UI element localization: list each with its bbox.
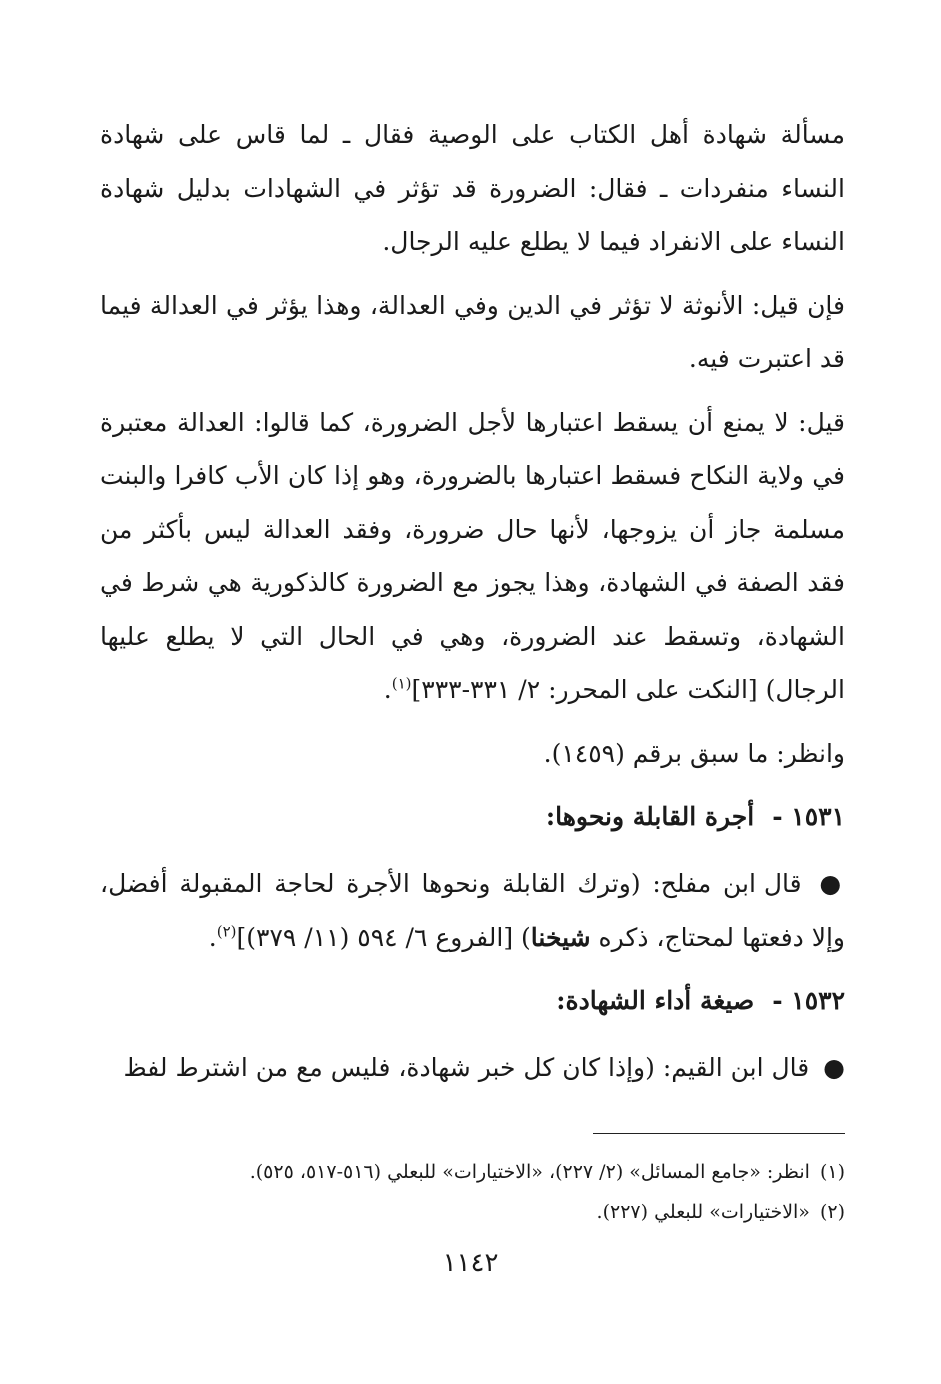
paragraph-1: مسألة شهادة أهل الكتاب على الوصية فقال ـ لما قاس على شهادة النساء منفردات ـ فقال: الضرورة قد تؤثر في الشهادات بدليل شهادة النساء على الانفراد فيما لا يطلع عليه الرجال.: [100, 120, 845, 256]
paragraph-5: ● قال ابن مفلح: (وترك القابلة ونحوها الأجرة لحاجة المقبولة أفضل، وإلا دفعتها لمحتاج، ذكره شيخنا) [الفروع ٦/ ٥٩٤ (١١/ ٣٧٩)]$^{(٢)}$.: [100, 869, 845, 952]
page-body: [100, 108, 845, 1105]
footnote-number: (٢): [819, 1201, 845, 1223]
bullet-icon: ●: [823, 1053, 845, 1082]
footnotes: [100, 1152, 845, 1232]
bullet-icon: ●: [819, 869, 845, 898]
paragraph-4: وانظر: ما سبق برقم (١٤٥٩).: [543, 738, 845, 768]
footnote-ref-1[interactable]: (١): [391, 674, 412, 693]
section-heading-1531: [100, 790, 845, 843]
paragraph-6: [100, 1041, 845, 1095]
section-title: أجرة القابلة ونحوها:: [545, 802, 755, 831]
paragraph-3-source: [النكت على المحرر: ٢/ ٣٣١-٣٣٣]: [411, 675, 758, 704]
paragraph-5-source: ) [الفروع ٦/ ٥٩٤ (١١/ ٣٧٩)]: [236, 922, 531, 952]
footnote-text: «الاختيارات» للبعلي (٢٢٧).: [596, 1201, 810, 1223]
footnote-separator: [593, 1133, 845, 1134]
paragraph-5-text: قال ابن مفلح: (وترك القابلة ونحوها الأجرة لحاجة المقبولة أفضل، وإلا دفعتها لمحتاج، ذكره: [100, 869, 845, 952]
footnote-1: [100, 1152, 845, 1192]
footnote-number: (١): [819, 1161, 845, 1183]
section-title: صيغة أداء الشهادة:: [556, 986, 755, 1015]
paragraph-2: فإن قيل: الأنوثة لا تؤثر في الدين وفي العدالة، وهذا يؤثر في العدالة فيما قد اعتبرت فيه.: [100, 290, 845, 373]
paragraph-5-bold: شيخنا: [530, 922, 591, 952]
footnote-2: [100, 1192, 845, 1232]
section-heading-1532: [100, 974, 845, 1027]
section-number: ١٥٣١ -: [772, 802, 845, 831]
paragraph-3-text: قيل: لا يمنع أن يسقط اعتبارها لأجل الضرورة، كما قالوا: العدالة معتبرة في ولاية النكاح فسقط اعتبارها بالضرورة، وهو إذا كان الأب كافرا والبنت مسلمة جاز أن يزوجها، لأنها حال ضرورة، وفقد العدالة ليس بأكثر من فقد الصفة في الشهادة، وهذا يجوز مع الضرورة كالذكورية هي شرط في الشهادة، وتسقط عند الضرورة، وهي في الحال التي لا يطلع عليها الرجال): [100, 407, 845, 704]
section-number: ١٥٣٢ -: [772, 986, 845, 1015]
footnote-text: انظر: «جامع المسائل» (٢/ ٢٢٧)، «الاختيارات» للبعلي (٥١٦-٥١٧، ٥٢٥).: [249, 1161, 810, 1183]
paragraph-3: قيل: لا يمنع أن يسقط اعتبارها لأجل الضرورة، كما قالوا: العدالة معتبرة في ولاية النكاح فسقط اعتبارها بالضرورة، وهو إذا كان الأب كافرا والبنت مسلمة جاز أن يزوجها، لأنها حال ضرورة، وفقد العدالة ليس بأكثر من فقد الصفة في الشهادة، وهذا يجوز مع الضرورة كالذكورية هي شرط في الشهادة، وتسقط عند الضرورة، وهي في الحال التي لا يطلع عليها الرجال) [النكت على المحرر: ٢/ ٣٣١-٣٣٣]$^{(١)}$.: [100, 407, 845, 704]
paragraph-6-text: قال ابن القيم: (وإذا كان كل خبر شهادة، فليس مع من اشترط لفظ: [123, 1053, 810, 1082]
footnote-ref-2[interactable]: (٢): [216, 922, 237, 941]
page-number: ١١٤٢: [442, 1248, 499, 1278]
